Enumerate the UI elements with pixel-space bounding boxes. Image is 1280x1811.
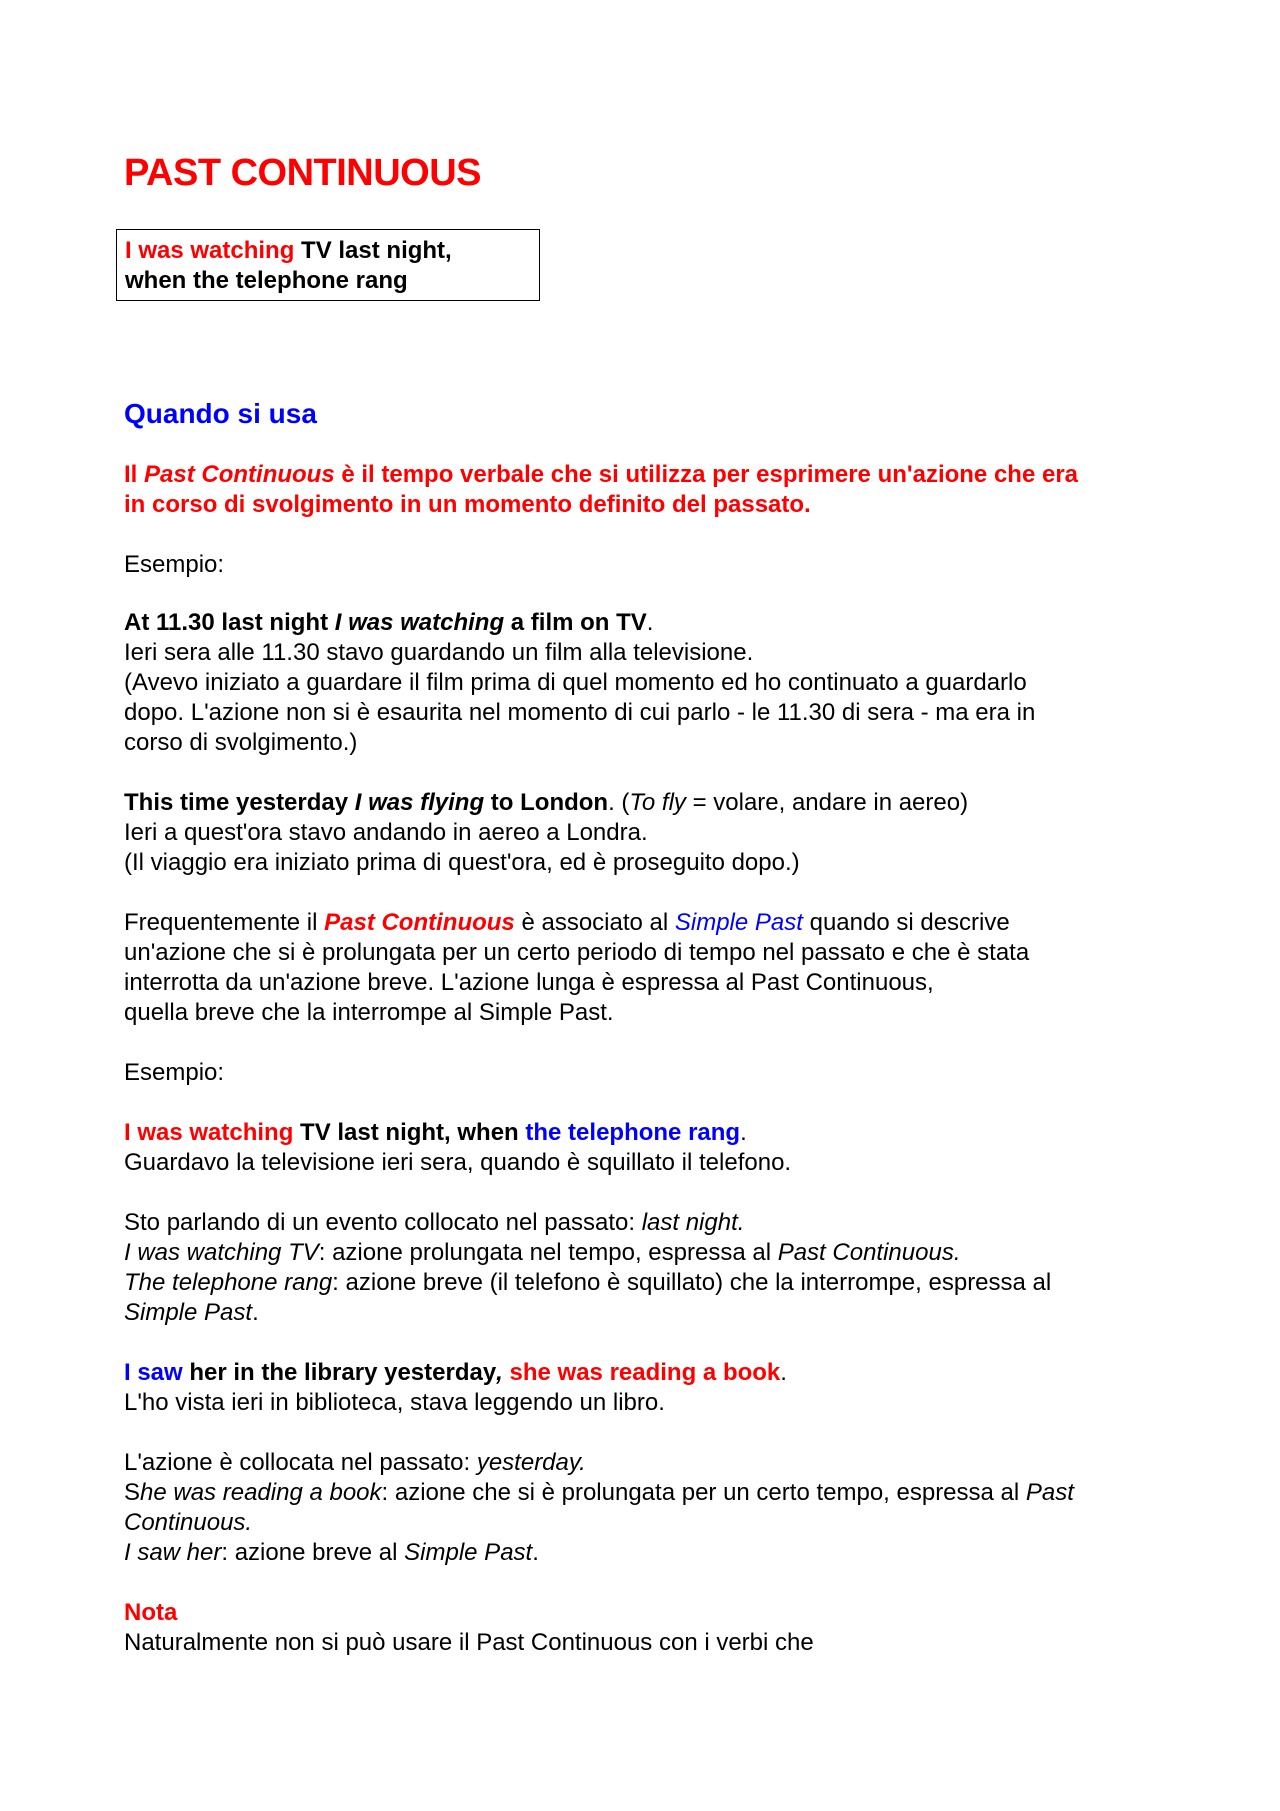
example-4-translation: L'ho vista ieri in biblioteca, stava leggendo un libro. — [124, 1389, 665, 1416]
example-box-highlight: I was watching — [125, 237, 295, 264]
nota-text: Naturalmente non si può usare il Past Continuous con i verbi che — [124, 1629, 814, 1656]
example-3-translation: Guardavo la televisione ieri sera, quando è squillato il telefono. — [124, 1149, 792, 1176]
nota-section — [124, 1598, 1164, 1658]
nota-heading: Nota — [124, 1599, 178, 1626]
example-box — [116, 229, 540, 301]
example-4-explanation: L'azione è collocata nel passato: yesterday. She was reading a book: azione che si è prolungata per un certo tempo, espressa al Past Continuous. I saw her: azione breve al Simple Past. — [124, 1449, 1074, 1566]
explanation-paragraph: Frequentemente il Past Continuous è associato al Simple Past quando si descrive un'azione che si è prolungata per un certo periodo di tempo nel passato e che è stata interrotta da un'azione breve. L'azione lunga è espressa al Past Continuous, quella breve che la interrompe al Simple Past. — [124, 909, 1030, 1026]
esempio-label-2: Esempio: — [124, 1059, 225, 1086]
page-title: PAST CONTINUOUS — [124, 152, 482, 194]
example-box-line-2: when the telephone rang — [125, 267, 408, 294]
example-4: I saw her in the library yesterday, she was reading a book. L'ho vista ieri in biblioteca, stava leggendo un libro. — [124, 1358, 1164, 1418]
section-heading: Quando si usa — [124, 398, 317, 429]
definition: Il Past Continuous è il tempo verbale che si utilizza per esprimere un'azione che era in corso di svolgimento in un momento definito del passato. — [124, 461, 1079, 518]
example-3: I was watching TV last night, when the telephone rang. Guardavo la televisione ieri sera, quando è squillato il telefono. — [124, 1118, 1164, 1178]
example-2-translation: Ieri a quest'ora stavo andando in aereo a Londra. — [124, 819, 648, 846]
example-1: At 11.30 last night I was watching a film on TV. Ieri sera alle 11.30 stavo guardando un film alla televisione. (Avevo iniziato a guardare il film prima di quel momento ed ho continuato a guardarlo dopo. L'azione non si è esaurita nel momento di cui parlo - le 11.30 di sera - ma era in corso di svolgimento.) — [124, 608, 1164, 758]
example-box-line-1: I was watching TV last night, — [125, 237, 452, 264]
esempio-label-1: Esempio: — [124, 551, 225, 578]
example-3-explanation: Sto parlando di un evento collocato nel passato: last night. I was watching TV: azione prolungata nel tempo, espressa al Past Continuous. The telephone rang: azione breve (il telefono è squillato) che la interrompe, espressa al Simple Past. — [124, 1209, 1052, 1326]
example-2: This time yesterday I was flying to London. (To fly = volare, andare in aereo) Ieri a quest'ora stavo andando in aereo a Londra. (Il viaggio era iniziato prima di quest'ora, ed è proseguito dopo.) — [124, 788, 1164, 878]
example-1-translation: Ieri sera alle 11.30 stavo guardando un film alla televisione. — [124, 639, 754, 666]
